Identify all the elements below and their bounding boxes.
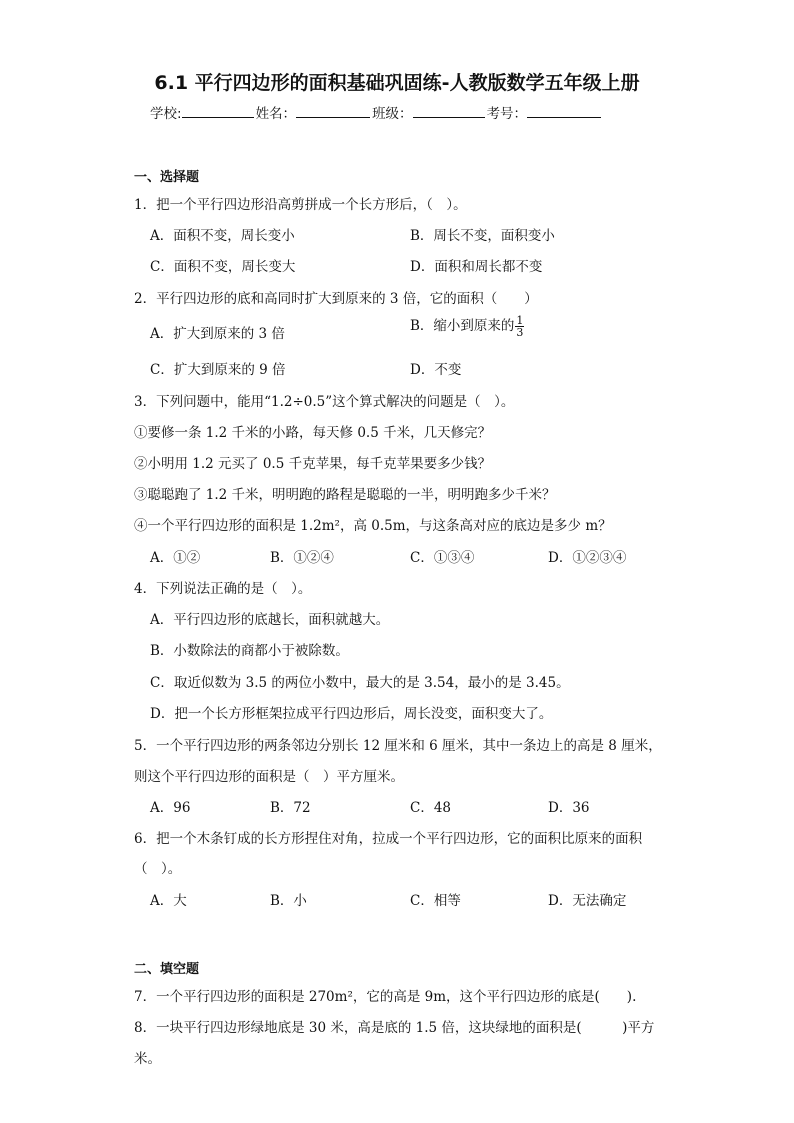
fraction-one-third xyxy=(515,315,524,338)
name-blank[interactable] xyxy=(296,105,370,118)
q3-item-2: ②小明用 1.2 元买了 0.5 千克苹果，每千克苹果要多少钱？ xyxy=(134,456,492,472)
q3-stem: 3．下列问题中，能用“1.2÷0.5”这个算式解决的问题是（ ）。 xyxy=(134,394,515,410)
q5-stem-line1: 5．一个平行四边形的两条邻边分别长 12 厘米和 6 厘米，其中一条边上的高是 8 厘米， xyxy=(134,738,662,754)
q5-option-c[interactable]: C．48 xyxy=(410,800,452,816)
q4-option-a[interactable]: A．平行四边形的底越长，面积就越大。 xyxy=(150,612,390,628)
q4-option-c[interactable]: C．取近似数为 3.5 的两位小数中，最大的是 3.54，最小的是 3.45。 xyxy=(150,675,570,691)
school-blank[interactable] xyxy=(182,105,254,118)
q2-option-c[interactable]: C．扩大到原来的 9 倍 xyxy=(150,362,286,378)
student-info-line xyxy=(150,102,670,122)
q6-option-c[interactable]: C．相等 xyxy=(410,893,461,909)
page-title: 6.1 平行四边形的面积基础巩固练-人教版数学五年级上册 xyxy=(154,72,640,94)
q3-option-c[interactable]: C．①③④ xyxy=(410,550,475,566)
q1-option-d[interactable]: D．面积和周长都不变 xyxy=(410,259,543,275)
school-label: 学校: xyxy=(150,106,182,122)
q6-option-a[interactable]: A．大 xyxy=(150,893,187,909)
class-label: 班级： xyxy=(372,106,413,122)
q2-stem: 2．平行四边形的底和高同时扩大到原来的 3 倍，它的面积（ ） xyxy=(134,291,538,307)
name-label: 姓名： xyxy=(255,106,297,122)
q3-item-4: ④一个平行四边形的面积是 1.2m²，高 0.5m，与这条高对应的底边是多少 m？ xyxy=(134,518,612,534)
fraction-numerator: 1 xyxy=(516,314,524,327)
q4-option-d[interactable]: D．把一个长方形框架拉成平行四边形后，周长没变，面积变大了。 xyxy=(150,706,553,722)
q6-stem-line1: 6．把一个木条钉成的长方形捏住对角，拉成一个平行四边形，它的面积比原来的面积 xyxy=(134,831,643,847)
q6-stem-line2: （ ）。 xyxy=(134,861,182,877)
q8-stem-line1: 8．一块平行四边形绿地底是 30 米，高是底的 1.5 倍，这块绿地的面积是( )平方 xyxy=(134,1020,655,1036)
q7-stem: 7．一个平行四边形的面积是 270m²，它的高是 9m，这个平行四边形的底是( ). xyxy=(134,989,637,1005)
q5-option-d[interactable]: D．36 xyxy=(548,800,590,816)
q3-item-1: ①要修一条 1.2 千米的小路，每天修 0.5 千米，几天修完？ xyxy=(134,425,492,441)
q3-option-b[interactable]: B．①②④ xyxy=(270,550,334,566)
q4-option-b[interactable]: B．小数除法的商都小于被除数。 xyxy=(150,643,349,659)
class-blank[interactable] xyxy=(413,105,485,118)
fraction-denominator: 3 xyxy=(516,326,524,339)
q6-option-b[interactable]: B．小 xyxy=(270,893,307,909)
number-blank[interactable] xyxy=(527,105,601,118)
q1-option-c[interactable]: C．面积不变，周长变大 xyxy=(150,259,296,275)
number-label: 考号： xyxy=(486,106,528,122)
q5-option-b[interactable]: B．72 xyxy=(270,800,311,816)
q5-option-a[interactable]: A．96 xyxy=(150,800,191,816)
q6-option-d[interactable]: D．无法确定 xyxy=(548,893,627,909)
q1-option-b[interactable]: B．周长不变，面积变小 xyxy=(410,228,555,244)
q1-stem: 1．把一个平行四边形沿高剪拼成一个长方形后，（ ）。 xyxy=(134,197,467,213)
q2-option-b[interactable] xyxy=(410,314,524,338)
section-choice: 一、选择题 xyxy=(134,170,200,185)
section-fill: 二、填空题 xyxy=(134,962,200,977)
q5-stem-line2: 则这个平行四边形的面积是（ ）平方厘米。 xyxy=(134,769,404,785)
q2-option-d[interactable]: D．不变 xyxy=(410,362,462,378)
q2-option-a[interactable]: A．扩大到原来的 3 倍 xyxy=(150,326,285,342)
q3-option-d[interactable]: D．①②③④ xyxy=(548,550,627,566)
q4-stem: 4．下列说法正确的是（ ）。 xyxy=(134,581,312,597)
q2-option-b-text: B．缩小到原来的 xyxy=(410,318,515,334)
q1-option-a[interactable]: A．面积不变，周长变小 xyxy=(150,228,295,244)
q3-item-3: ③聪聪跑了 1.2 千米，明明跑的路程是聪聪的一半，明明跑多少千米？ xyxy=(134,487,556,503)
q3-option-a[interactable]: A．①② xyxy=(150,550,201,566)
q8-stem-line2: 米。 xyxy=(134,1051,161,1067)
